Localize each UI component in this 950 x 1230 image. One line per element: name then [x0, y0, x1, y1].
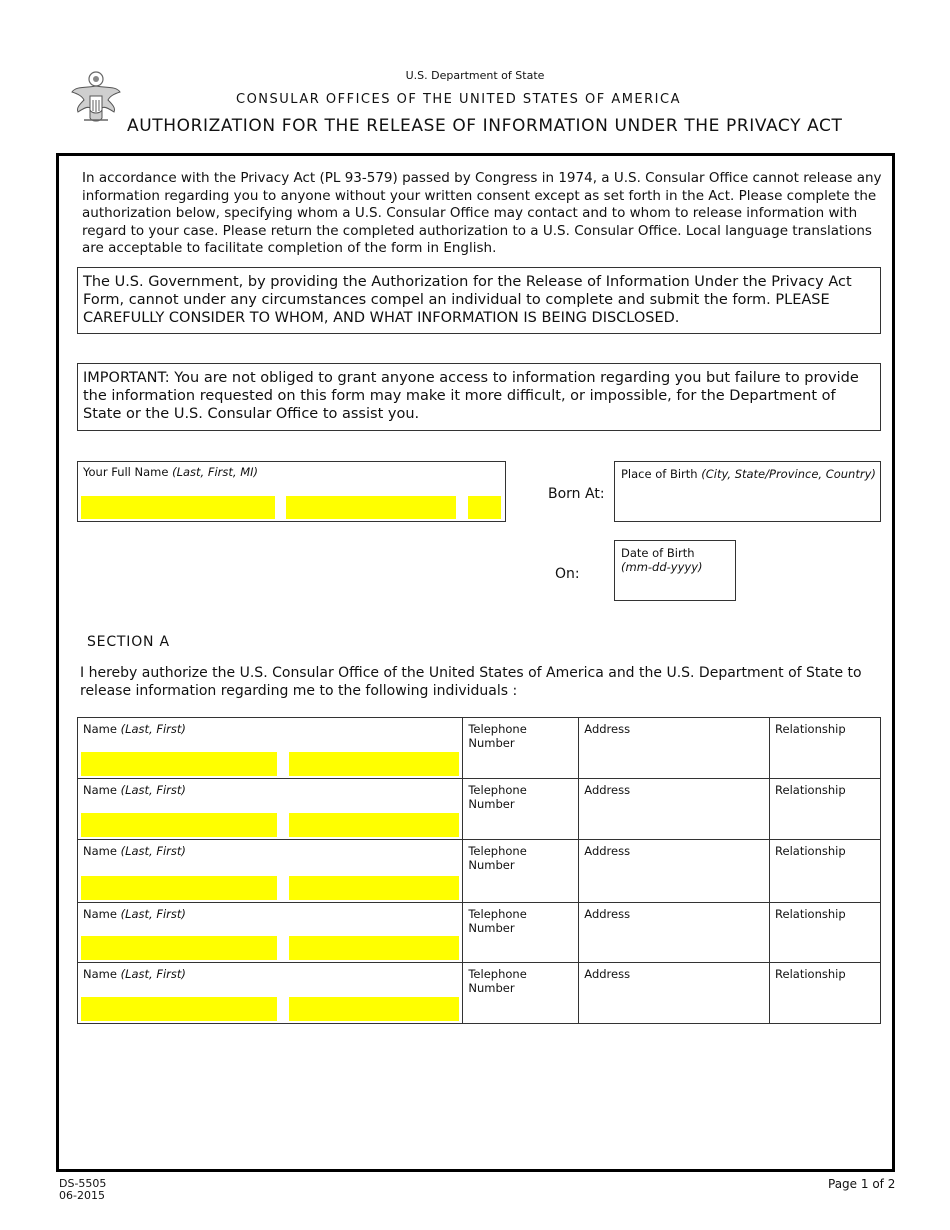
place-of-birth-field[interactable]	[614, 461, 881, 522]
address-cell[interactable]	[579, 903, 770, 963]
contact-first-name-input[interactable]	[289, 752, 459, 776]
name-label: Name	[83, 967, 117, 981]
telephone-label: Telephone Number	[468, 722, 527, 750]
telephone-cell[interactable]	[463, 903, 579, 963]
important-text: IMPORTANT: You are not obliged to grant anyone access to information regarding you but failure to provide the information requested on this form may make it more difficult, or impossible, for the Department of State or the U.S. Consular Office to assist you.	[83, 370, 859, 422]
section-a-heading: SECTION A	[87, 634, 170, 650]
authorization-statement: I hereby authorize the U.S. Consular Office of the United States of America and the U.S. Department of State to release information regarding me to the following individuals :	[80, 665, 862, 699]
name-hint: (Last, First)	[120, 722, 186, 736]
address-label: Address	[584, 907, 631, 921]
name-cell	[78, 718, 463, 779]
relationship-label: Relationship	[775, 907, 846, 921]
telephone-label: Telephone Number	[468, 967, 527, 995]
telephone-cell[interactable]	[463, 718, 579, 779]
contact-first-name-input[interactable]	[289, 876, 459, 900]
name-hint: (Last, First)	[120, 967, 186, 981]
contact-last-name-input[interactable]	[81, 813, 277, 837]
address-cell[interactable]	[579, 779, 770, 840]
relationship-cell[interactable]	[770, 963, 881, 1024]
address-label: Address	[584, 783, 631, 797]
last-name-input[interactable]	[81, 496, 275, 519]
full-name-label: Your Full Name (Last, First, MI)	[83, 465, 259, 479]
name-cell	[78, 963, 463, 1024]
name-label: Name	[83, 907, 117, 921]
telephone-cell[interactable]	[463, 779, 579, 840]
on-label: On:	[555, 566, 580, 582]
form-number: DS-5505	[59, 1177, 107, 1190]
relationship-cell[interactable]	[770, 840, 881, 903]
date-of-birth-field[interactable]	[614, 540, 736, 601]
form-title: AUTHORIZATION FOR THE RELEASE OF INFORMATION UNDER THE PRIVACY ACT	[127, 116, 843, 136]
relationship-label: Relationship	[775, 844, 846, 858]
born-at-label: Born At:	[548, 486, 605, 502]
contact-first-name-input[interactable]	[289, 813, 459, 837]
notice-box	[77, 267, 881, 334]
middle-initial-input[interactable]	[468, 496, 501, 519]
contact-first-name-input[interactable]	[289, 936, 459, 960]
contact-last-name-input[interactable]	[81, 752, 277, 776]
name-label: Name	[83, 722, 117, 736]
telephone-label: Telephone Number	[468, 907, 527, 935]
form-id	[59, 1178, 106, 1202]
relationship-cell[interactable]	[770, 718, 881, 779]
relationship-label: Relationship	[775, 722, 846, 736]
place-of-birth-hint: (City, State/Province, Country)	[701, 467, 876, 481]
table-row	[78, 840, 881, 903]
name-cell	[78, 903, 463, 963]
date-of-birth-hint: (mm-dd-yyyy)	[621, 560, 703, 574]
relationship-cell[interactable]	[770, 779, 881, 840]
name-label: Name	[83, 783, 117, 797]
name-cell	[78, 840, 463, 903]
address-label: Address	[584, 722, 631, 736]
name-cell	[78, 779, 463, 840]
department-name: U.S. Department of State	[405, 69, 545, 82]
telephone-cell[interactable]	[463, 963, 579, 1024]
address-cell[interactable]	[579, 963, 770, 1024]
name-label: Name	[83, 844, 117, 858]
address-cell[interactable]	[579, 840, 770, 903]
table-row	[78, 903, 881, 963]
table-row	[78, 963, 881, 1024]
contact-last-name-input[interactable]	[81, 876, 277, 900]
address-label: Address	[584, 967, 631, 981]
relationship-cell[interactable]	[770, 903, 881, 963]
name-hint: (Last, First)	[120, 907, 186, 921]
contact-last-name-input[interactable]	[81, 936, 277, 960]
authorized-individuals-table	[77, 717, 881, 1024]
relationship-label: Relationship	[775, 967, 846, 981]
name-hint: (Last, First)	[120, 783, 186, 797]
place-of-birth-label: Place of Birth (City, State/Province, Country)	[621, 467, 876, 481]
full-name-hint: (Last, First, MI)	[172, 465, 259, 479]
contact-last-name-input[interactable]	[81, 997, 277, 1021]
important-box	[77, 363, 881, 431]
first-name-input[interactable]	[286, 496, 456, 519]
intro-paragraph: In accordance with the Privacy Act (PL 93-579) passed by Congress in 1974, a U.S. Consular Office cannot release any information regarding you to anyone without your written consent except as set forth in the Act. Please complete the authorization below, specifying whom a U.S. Consular Office may contact and to whom to release information with regard to your case. Please return the completed authorization to a U.S. Consular Office. Local language translations are acceptable to facilitate completion of the form in English.	[82, 170, 882, 256]
page-number: Page 1 of 2	[828, 1177, 896, 1191]
form-date: 06-2015	[59, 1189, 105, 1202]
consular-offices-heading: CONSULAR OFFICES OF THE UNITED STATES OF AMERICA	[236, 92, 681, 107]
address-cell[interactable]	[579, 718, 770, 779]
table-row	[78, 779, 881, 840]
address-label: Address	[584, 844, 631, 858]
notice-text: The U.S. Government, by providing the Authorization for the Release of Information Under the Privacy Act Form, cannot under any circumstances compel an individual to complete and submit the form. PLEASE CAREFULLY CONSIDER TO WHOM, AND WHAT INFORMATION IS BEING DISCLOSED.	[83, 274, 852, 326]
full-name-field	[77, 461, 506, 522]
contact-first-name-input[interactable]	[289, 997, 459, 1021]
date-of-birth-label: Date of Birth (mm-dd-yyyy)	[621, 546, 703, 574]
relationship-label: Relationship	[775, 783, 846, 797]
telephone-label: Telephone Number	[468, 783, 527, 811]
telephone-label: Telephone Number	[468, 844, 527, 872]
table-row	[78, 718, 881, 779]
name-hint: (Last, First)	[120, 844, 186, 858]
telephone-cell[interactable]	[463, 840, 579, 903]
